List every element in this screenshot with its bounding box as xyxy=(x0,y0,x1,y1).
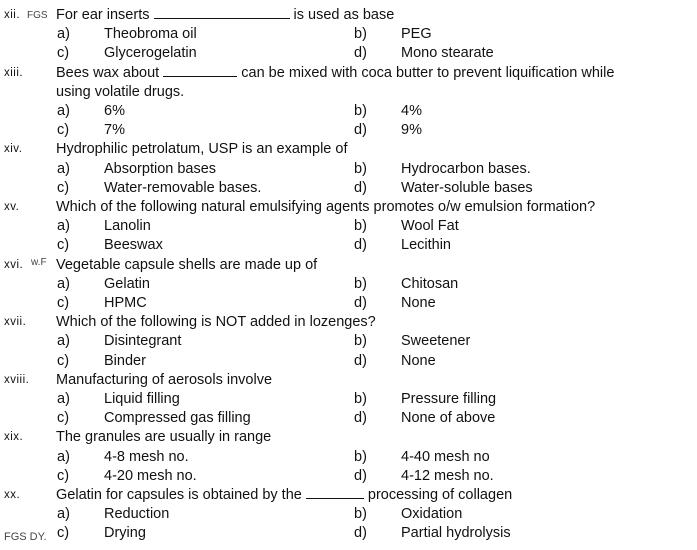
option-letter: b) xyxy=(354,391,367,407)
option-letter: c) xyxy=(57,352,70,369)
question-text-part: Bees wax about xyxy=(56,64,160,81)
option-text: None xyxy=(401,352,436,369)
question-text-part: is used as base xyxy=(293,7,395,23)
option-letter: a) xyxy=(57,333,70,350)
option-text: Lanolin xyxy=(104,218,151,235)
question-line xyxy=(0,313,697,332)
option-letter: d) xyxy=(354,179,367,196)
options-row xyxy=(0,236,697,255)
option-text: Drying xyxy=(104,525,146,542)
option-letter: d) xyxy=(354,525,367,542)
option-letter: c) xyxy=(57,122,70,139)
question-line xyxy=(0,486,697,505)
option-text: Gelatin xyxy=(104,275,150,292)
options-row xyxy=(0,102,697,121)
option-letter: a) xyxy=(57,26,70,43)
question-text-part: Gelatin for capsules is obtained by the xyxy=(56,487,302,503)
option-letter: b) xyxy=(354,103,367,119)
question-text xyxy=(56,256,317,275)
options-row xyxy=(0,179,697,198)
option-text: Glycerogelatin xyxy=(104,45,197,62)
question-text xyxy=(56,198,595,217)
option-letter: d) xyxy=(354,45,367,62)
option-letter: d) xyxy=(354,237,367,254)
options-row xyxy=(0,505,697,524)
question-number: xvii. xyxy=(4,316,27,329)
question-number: xv. xyxy=(4,201,20,213)
option-text: Sweetener xyxy=(401,333,471,350)
option-text: 7% xyxy=(104,122,125,139)
option-letter: c) xyxy=(57,45,70,62)
option-letter: a) xyxy=(57,218,70,235)
option-text: 4-40 mesh no xyxy=(401,448,490,465)
option-letter: a) xyxy=(57,391,70,407)
option-text: Binder xyxy=(104,352,146,369)
question-number: xx. xyxy=(4,489,21,501)
option-letter: c) xyxy=(57,525,70,542)
options-row xyxy=(0,275,697,294)
options-row xyxy=(0,409,697,428)
options-row xyxy=(0,294,697,313)
question-text-continued: using volatile drugs. xyxy=(56,83,185,100)
option-letter: c) xyxy=(57,410,70,427)
question-text-part: Which of the following natural emulsifying agents promotes o/w emulsion formation? xyxy=(56,199,596,215)
option-text: Partial hydrolysis xyxy=(401,525,511,542)
question-text-part: The granules are usually in range xyxy=(56,429,272,446)
question-number: xvi. xyxy=(4,258,24,271)
question-text-part: Manufacturing of aerosols involve xyxy=(56,371,273,388)
question-continuation-line xyxy=(0,83,697,102)
question-line xyxy=(0,140,697,159)
option-letter: c) xyxy=(57,179,70,196)
option-letter: d) xyxy=(354,467,367,484)
question-text-part: Vegetable capsule shells are made up of xyxy=(56,256,318,273)
option-text: Hydrocarbon bases. xyxy=(401,160,531,177)
question-text-part: For ear inserts xyxy=(56,7,150,23)
option-letter: a) xyxy=(57,275,70,292)
option-letter: c) xyxy=(57,237,70,254)
option-text: 4-8 mesh no. xyxy=(104,448,189,465)
option-letter: b) xyxy=(354,333,367,350)
option-text: Chitosan xyxy=(401,275,459,292)
question-text xyxy=(56,486,512,505)
option-text: 6% xyxy=(104,103,125,119)
question-line xyxy=(0,198,697,217)
watermark-text: w.F xyxy=(31,257,47,268)
option-letter: b) xyxy=(354,218,367,235)
options-row xyxy=(0,524,697,543)
options-row xyxy=(0,25,697,44)
question-text-part: Hydrophilic petrolatum, USP is an example of xyxy=(56,141,348,158)
option-letter: b) xyxy=(354,448,367,465)
option-letter: d) xyxy=(354,410,367,427)
question-number: xii. xyxy=(4,9,21,21)
question-text xyxy=(56,428,271,447)
option-text: Theobroma oil xyxy=(104,26,197,43)
options-row xyxy=(0,332,697,351)
question-line xyxy=(0,256,697,275)
option-text: Mono stearate xyxy=(401,45,494,62)
question-text xyxy=(56,6,394,25)
answer-blank xyxy=(163,64,237,77)
option-text: 4% xyxy=(401,103,422,119)
answer-blank xyxy=(306,486,364,499)
question-text xyxy=(56,371,272,390)
option-letter: d) xyxy=(354,122,367,139)
option-letter: c) xyxy=(57,295,70,311)
option-letter: d) xyxy=(354,295,367,311)
option-text: Water-removable bases. xyxy=(104,179,262,196)
option-letter: a) xyxy=(57,448,70,465)
option-text: Wool Fat xyxy=(401,218,459,235)
question-text-part: Which of the following is NOT added in lozenges? xyxy=(56,314,376,331)
option-text: Water-soluble bases xyxy=(401,179,533,196)
question-number: xiii. xyxy=(4,66,24,79)
options-row xyxy=(0,121,697,140)
option-letter: b) xyxy=(354,275,367,292)
question-line xyxy=(0,64,697,83)
question-number: xviii. xyxy=(4,373,30,386)
option-text: 4-20 mesh no. xyxy=(104,467,197,484)
question-text-part: can be mixed with coca butter to prevent liquification while xyxy=(241,64,615,81)
question-line xyxy=(0,6,697,25)
option-letter: a) xyxy=(57,103,70,119)
options-row xyxy=(0,467,697,486)
options-row xyxy=(0,352,697,371)
option-text: 4-12 mesh no. xyxy=(401,467,494,484)
options-row xyxy=(0,44,697,63)
option-letter: a) xyxy=(57,160,70,177)
option-text: PEG xyxy=(401,26,432,43)
option-text: Lecithin xyxy=(401,237,451,254)
option-letter: b) xyxy=(354,506,367,523)
option-text: HPMC xyxy=(104,295,147,311)
option-letter: a) xyxy=(57,506,70,523)
question-number: xiv. xyxy=(4,143,23,156)
option-text: Absorption bases xyxy=(104,160,217,177)
options-row xyxy=(0,217,697,236)
question-text xyxy=(56,64,614,83)
question-text xyxy=(56,140,347,159)
option-text: Compressed gas filling xyxy=(104,410,251,427)
options-row xyxy=(0,448,697,467)
option-text: None of above xyxy=(401,410,496,427)
option-letter: b) xyxy=(354,26,367,43)
option-text: Pressure filling xyxy=(401,391,497,407)
question-line xyxy=(0,428,697,447)
options-row xyxy=(0,390,697,409)
option-text: Liquid filling xyxy=(104,391,180,407)
option-text: Reduction xyxy=(104,506,170,523)
option-letter: d) xyxy=(354,352,367,369)
watermark-text: FGS DY. xyxy=(4,531,47,544)
option-letter: b) xyxy=(354,160,367,177)
answer-blank xyxy=(154,6,290,19)
option-text: Oxidation xyxy=(401,506,463,523)
question-number: xix. xyxy=(4,431,24,444)
option-text: Beeswax xyxy=(104,237,163,254)
options-row xyxy=(0,160,697,179)
option-text: 9% xyxy=(401,122,422,139)
question-text-part: processing of collagen xyxy=(367,487,513,503)
question-text xyxy=(56,313,376,332)
watermark-text: FGS xyxy=(27,10,48,21)
question-line xyxy=(0,371,697,390)
option-text: Disintegrant xyxy=(104,333,182,350)
option-text: None xyxy=(401,295,436,311)
option-letter: c) xyxy=(57,467,70,484)
